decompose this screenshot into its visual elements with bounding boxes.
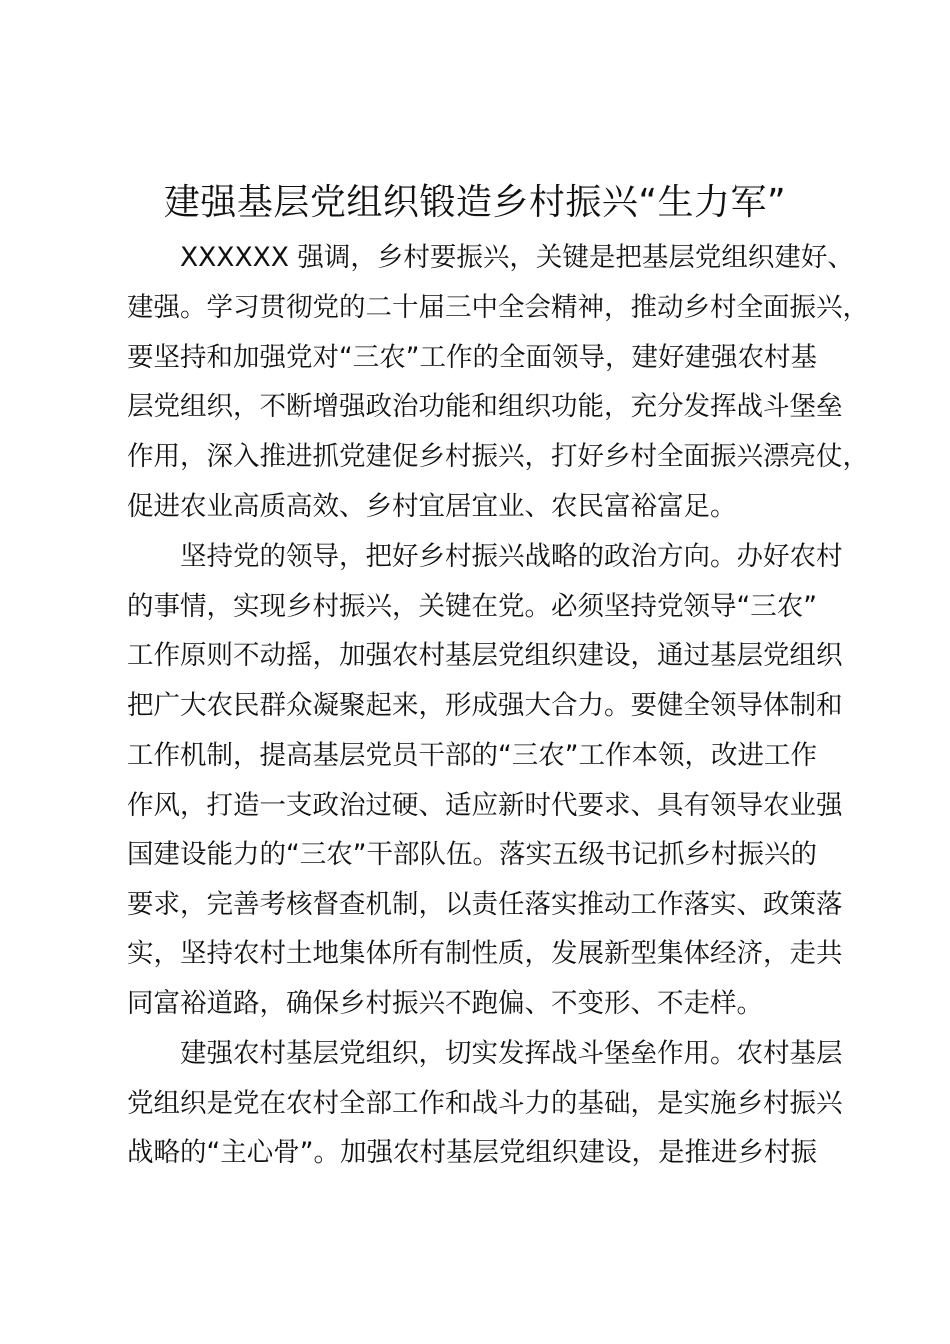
body-line: 实，坚持农村土地集体所有制性质，发展新型集体经济，走共	[127, 938, 843, 969]
body-line: 工作原则不动摇，加强农村基层党组织建设，通过基层党组织	[127, 640, 843, 671]
body-line: XXXXXX 强调，乡村要振兴，关键是把基层党组织建好、	[180, 242, 854, 273]
body-line: 工作机制，提高基层党员干部的“三农”工作本领，改进工作	[127, 740, 817, 771]
body-line: 建强。学习贯彻党的二十届三中全会精神，推动乡村全面振兴，	[127, 292, 869, 323]
body-line: 建强农村基层党组织，切实发挥战斗堡垒作用。农村基层	[180, 1038, 843, 1069]
body-line: 层党组织，不断增强政治功能和组织功能，充分发挥战斗堡垒	[127, 391, 843, 422]
body-line: 作风，打造一支政治过硬、适应新时代要求、具有领导农业强	[127, 790, 843, 821]
body-line: 作用，深入推进抓党建促乡村振兴，打好乡村全面振兴漂亮仗，	[127, 441, 869, 472]
body-line: 同富裕道路，确保乡村振兴不跑偏、不变形、不走样。	[127, 988, 763, 1019]
body-line: 党组织是党在农村全部工作和战斗力的基础，是实施乡村振兴	[127, 1088, 843, 1119]
body-line: 要坚持和加强党对“三农”工作的全面领导，建好建强农村基	[127, 342, 817, 373]
document-title: 建强基层党组织锻造乡村振兴“生力军”	[163, 182, 787, 223]
body-line: 国建设能力的“三农”干部队伍。落实五级书记抓乡村振兴的	[127, 839, 817, 870]
body-line: 战略的“主心骨”。加强农村基层党组织建设，是推进乡村振	[127, 1137, 817, 1168]
body-line: 把广大农民群众凝聚起来，形成强大合力。要健全领导体制和	[127, 690, 843, 721]
body-line: 要求，完善考核督查机制，以责任落实推动工作落实、政策落	[127, 889, 843, 920]
body-line: 坚持党的领导，把好乡村振兴战略的政治方向。办好农村	[180, 541, 843, 572]
body-line: 的事情，实现乡村振兴，关键在党。必须坚持党领导“三农”	[127, 591, 817, 622]
body-line: 促进农业高质高效、乡村宜居宜业、农民富裕富足。	[127, 491, 737, 522]
